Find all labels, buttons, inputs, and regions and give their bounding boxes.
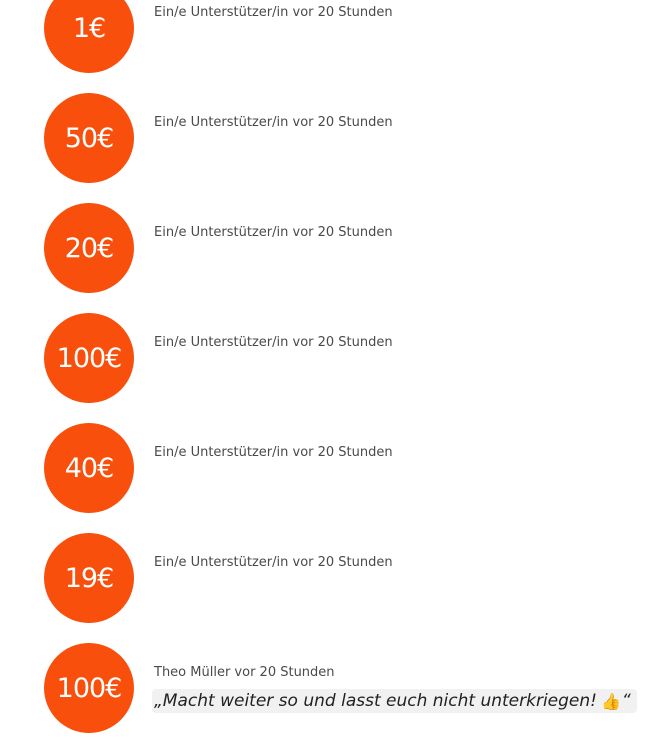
message-text: „Macht weiter so und lasst euch nicht unterkriegen! bbox=[154, 691, 597, 711]
amount-badge: 20€ bbox=[44, 203, 134, 293]
amount-badge: 100€ bbox=[44, 313, 134, 403]
donation-item bbox=[0, 93, 664, 203]
donor-info: Ein/e Unterstützer/in vor 20 Stunden bbox=[154, 115, 393, 130]
donation-item bbox=[0, 423, 664, 533]
amount-badge: 40€ bbox=[44, 423, 134, 513]
amount-badge: 50€ bbox=[44, 93, 134, 183]
donation-item bbox=[0, 0, 664, 93]
amount-badge: 100€ bbox=[44, 643, 134, 733]
amount-badge: 1€ bbox=[44, 0, 134, 73]
donor-info: Ein/e Unterstützer/in vor 20 Stunden bbox=[154, 225, 393, 240]
message-closing-quote: “ bbox=[621, 691, 631, 711]
donation-item bbox=[0, 203, 664, 313]
donation-item bbox=[0, 643, 664, 753]
donor-info: Theo Müller vor 20 Stunden bbox=[154, 665, 335, 680]
donor-info: Ein/e Unterstützer/in vor 20 Stunden bbox=[154, 335, 393, 350]
amount-badge: 19€ bbox=[44, 533, 134, 623]
donor-info: Ein/e Unterstützer/in vor 20 Stunden bbox=[154, 5, 393, 20]
donor-info: Ein/e Unterstützer/in vor 20 Stunden bbox=[154, 555, 393, 570]
donation-item bbox=[0, 313, 664, 423]
donation-item bbox=[0, 533, 664, 643]
donation-message bbox=[152, 689, 637, 713]
donor-info: Ein/e Unterstützer/in vor 20 Stunden bbox=[154, 445, 393, 460]
thumbs-up-icon: 👍 bbox=[600, 691, 621, 711]
